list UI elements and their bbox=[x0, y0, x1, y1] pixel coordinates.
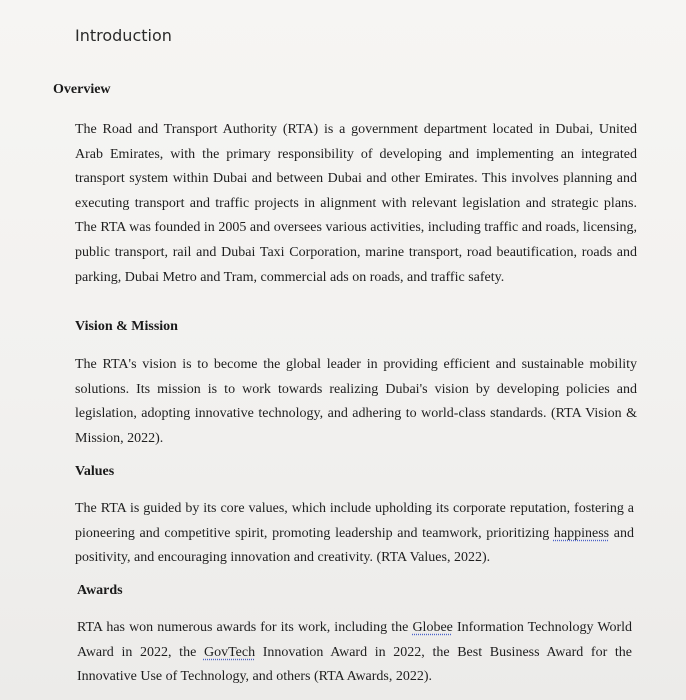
awards-paragraph bbox=[77, 616, 632, 690]
awards-heading: Awards bbox=[77, 583, 123, 598]
flagged-word: happiness bbox=[553, 525, 610, 541]
awards-text-1: RTA has won numerous awards for its work, including the bbox=[77, 620, 413, 635]
values-heading: Values bbox=[75, 464, 115, 479]
values-text-start: The RTA is guided by its core values, which include upholding its corporate reputation, fostering a pioneering and competitive spirit, promoting leadership and teamwork, prioritizing bbox=[75, 501, 634, 541]
introduction-title: Introduction bbox=[75, 26, 172, 45]
flagged-word: GovTech bbox=[203, 644, 256, 660]
flagged-word: Globee bbox=[412, 620, 453, 635]
vision-mission-heading: Vision & Mission bbox=[75, 319, 178, 334]
awards-text-2: Information Technology World Award in 2022, the bbox=[77, 620, 632, 660]
values-text-end: and positivity, and encouraging innovation and creativity. (RTA Values, 2022). bbox=[75, 525, 634, 566]
vision-mission-paragraph: The RTA's vision is to become the global leader in providing efficient and sustainable mobility solutions. Its mission is to work towards realizing Dubai's vision by developing policies and legislation, adopting innovative technology, and adhering to world-class standards. (RTA Vision & Mission, 2022). bbox=[75, 357, 637, 446]
overview-heading: Overview bbox=[53, 82, 111, 97]
awards-text-3: Innovation Award in 2022, the Best Business Award for the Innovative Use of Technology, and others (RTA Awards, 2022). bbox=[77, 644, 632, 685]
overview-paragraph: The Road and Transport Authority (RTA) is a government department located in Dubai, United Arab Emirates, with the primary responsibility of developing and implementing an integrated transport system within Dubai and between Dubai and other Emirates. This involves planning and executing transport and traffic projects in alignment with relevant legislation and strategic plans. The RTA was founded in 2005 and oversees various activities, including traffic and roads, licensing, public transport, rail and Dubai Taxi Corporation, marine transport, road beautification, roads and parking, Dubai Metro and Tram, commercial ads on roads, and traffic safety. bbox=[75, 122, 637, 285]
values-paragraph bbox=[75, 497, 634, 571]
